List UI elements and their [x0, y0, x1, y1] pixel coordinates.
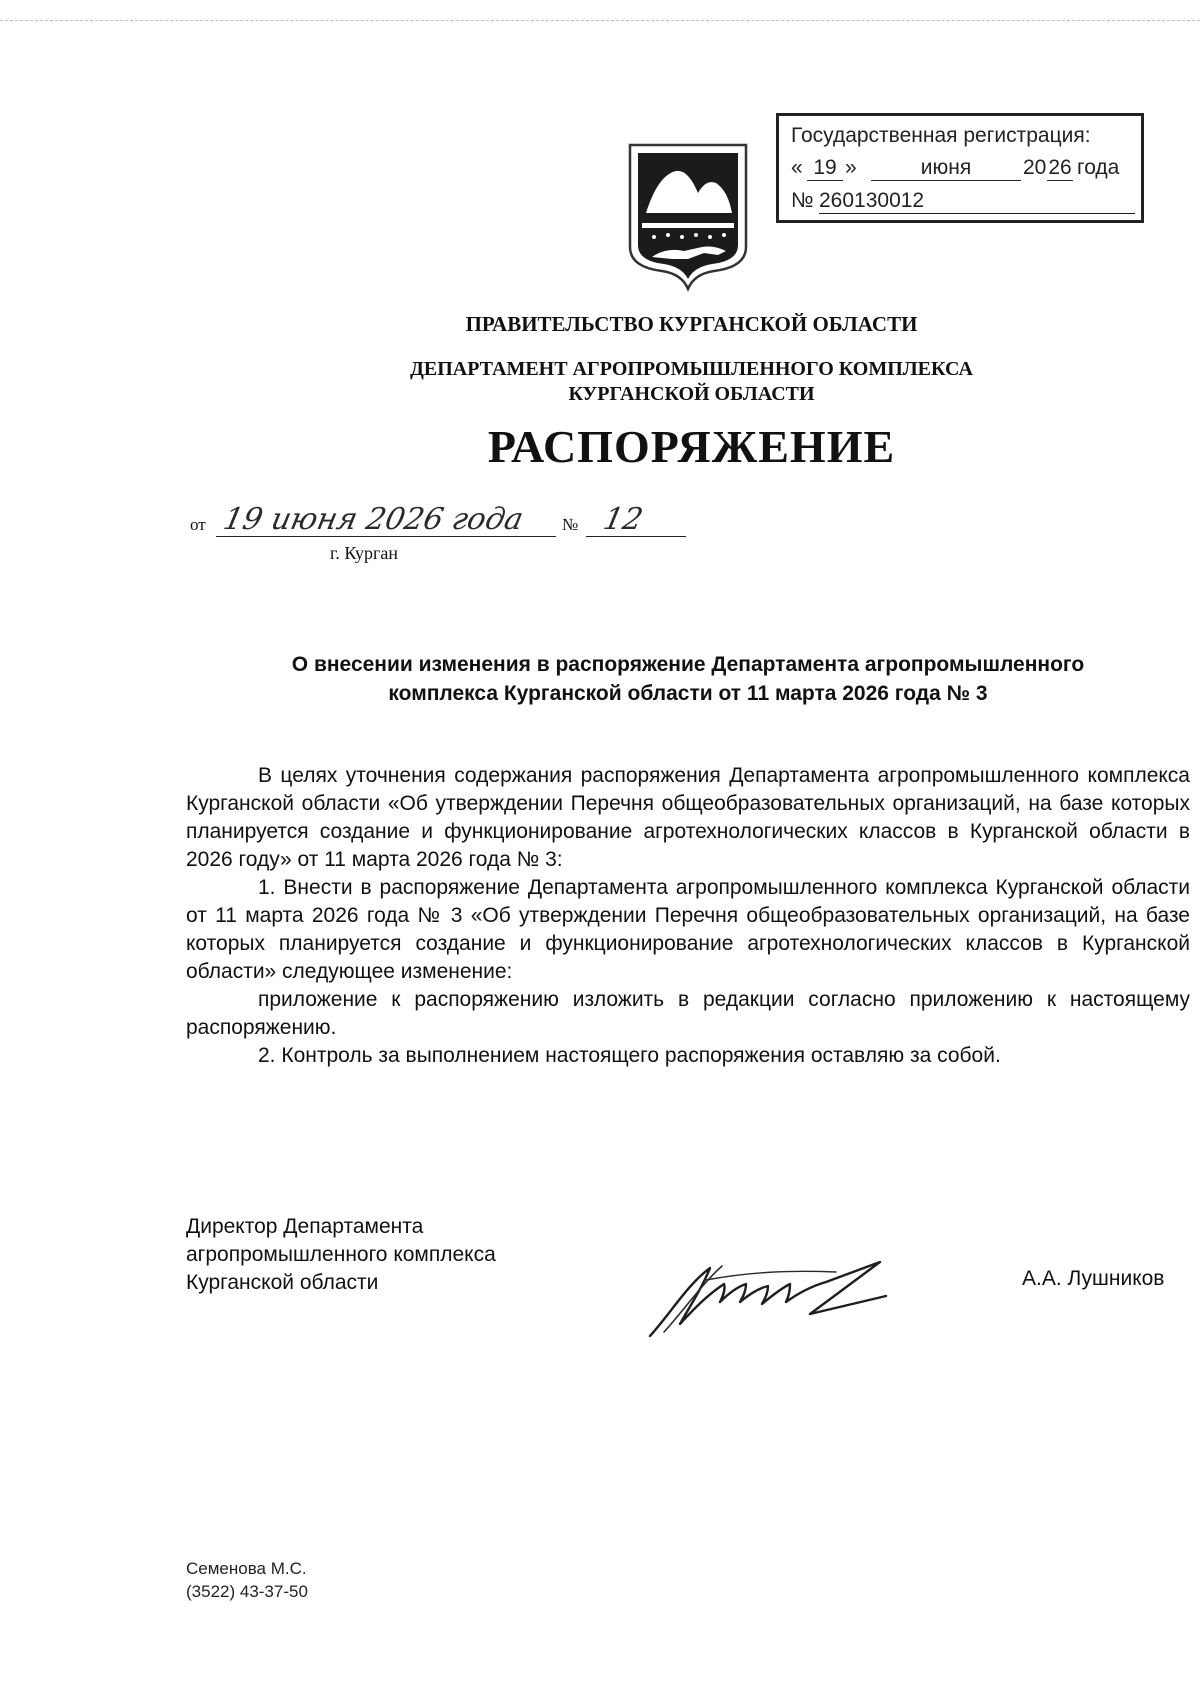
coat-of-arms-emblem	[628, 143, 748, 291]
document-type-title: РАСПОРЯЖЕНИЕ	[487, 421, 896, 472]
registration-close-quote: »	[845, 156, 857, 179]
registration-open-quote: «	[791, 156, 803, 179]
registration-number: 260130012	[819, 189, 1135, 214]
city-label: г. Курган	[330, 543, 399, 563]
registration-title: Государственная регистрация:	[791, 124, 1091, 147]
registration-date-row	[791, 156, 1136, 186]
registration-number-label: №	[791, 189, 814, 212]
executor-name: Семенова М.С.	[186, 1559, 307, 1578]
signatory-position-line1: Директор Департамента	[186, 1215, 424, 1238]
registration-year-suffix: 26	[1048, 156, 1072, 179]
body-paragraph-item-2: 2. Контроль за выполнением настоящего распоряжения оставляю за собой.	[258, 1044, 1001, 1067]
signatory-position-line3: Курганской области	[186, 1271, 379, 1294]
order-body	[186, 762, 1190, 1070]
signatory-name: А.А. Лушников	[1022, 1267, 1165, 1290]
signatory-position-line2: агропромышленного комплекса	[186, 1243, 496, 1266]
registration-day: 19	[807, 156, 843, 181]
date-from-label: от	[190, 515, 206, 534]
order-subject	[186, 650, 1190, 708]
government-heading: ПРАВИТЕЛЬСТВО КУРГАНСКОЙ ОБЛАСТИ	[465, 312, 918, 336]
scan-top-rule	[0, 20, 1200, 21]
handwritten-signature	[640, 1244, 895, 1344]
signatory-position	[186, 1213, 496, 1297]
handwritten-date: 19 июня 2026 года	[220, 502, 527, 537]
body-paragraph-item-1: 1. Внести в распоряжение Департамента агропромышленного комплекса Курганской области от 11 марта 2026 года № 3 «Об утверждении Перечня общеобразовательных организаций, на базе которых планируется создание и функционирование агротехнологических классов в Курганской области» следующее изменение:	[186, 876, 1190, 983]
registration-month: июня	[871, 156, 1021, 181]
body-paragraph-preamble: В целях уточнения содержания распоряжения Департамента агропромышленного комплекса Курганской области «Об утверждении Перечня общеобразовательных организаций, на базе которых планируется создание и функционирование агротехнологических классов в Курганской области в 2026 году» от 11 марта 2026 года № 3:	[186, 764, 1190, 871]
executor-contact	[186, 1557, 308, 1603]
registration-stamp	[776, 113, 1144, 223]
executor-phone: (3522) 43-37-50	[186, 1582, 308, 1601]
department-heading-line1: ДЕПАРТАМЕНТ АГРОПРОМЫШЛЕННОГО КОМПЛЕКСА	[410, 358, 973, 380]
order-date-line	[190, 502, 685, 545]
order-number-label: №	[562, 515, 579, 534]
registration-year-word: года	[1077, 156, 1120, 179]
order-subject-line2: комплекса Курганской области от 11 марта 2026 года № 3	[388, 682, 988, 705]
registration-year-prefix: 20	[1023, 156, 1047, 179]
body-paragraph-amendment: приложение к распоряжению изложить в редакции согласно приложению к настоящему распоряжению.	[186, 988, 1190, 1039]
handwritten-number: 12	[600, 502, 646, 537]
registration-number-row	[791, 189, 1136, 219]
order-subject-line1: О внесении изменения в распоряжение Департамента агропромышленного	[291, 653, 1085, 676]
department-heading-line2: КУРГАНСКОЙ ОБЛАСТИ	[568, 383, 815, 405]
